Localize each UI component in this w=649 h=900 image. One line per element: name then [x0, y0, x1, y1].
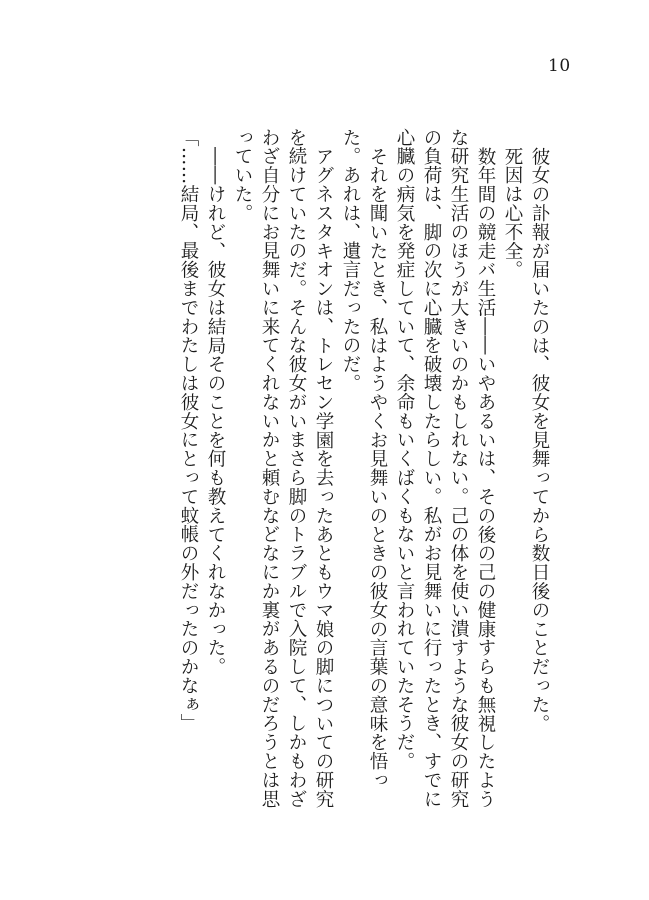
dialogue-paragraph: 「……結局、最後までわたしは彼女にとって蚊帳の外だったのかなぁ」 [178, 128, 199, 733]
paragraph: 数年間の競走バ生活――いやあるいは、その後の己の健康すらも無視したような研究生活のほうが大きいのかもしれない。己の体を使い潰すような彼女の研究の負荷は、脚の次に心臓を破壊したらしい。私がお見舞いに行ったとき、すでに心臓の病気を発症していて、余命もいくばくもないと言われていたそうだ。 [394, 128, 496, 809]
paragraph: アグネスタキオンは、トレセン学園を去ったあともウマ娘の脚についての研究を続けていたのだ。そんな彼女がいまさら脚のトラブルで入院して、しかもわざわざ自分にお見舞いに来てくれないかと頼むなどなにか裏があるのだろうとは思っていた。 [232, 128, 334, 809]
page-number: 10 [548, 56, 571, 76]
body-text [178, 128, 553, 818]
paragraph: 死因は心不全。 [502, 146, 523, 279]
paragraph: それを聞いたとき、私はようやくお見舞いのときの彼女の言葉の意味を悟った。あれは、遺言だったのだ。 [340, 128, 388, 790]
paragraph: 彼女の訃報が届いたのは、彼女を見舞ってから数日後のことだった。 [529, 146, 550, 733]
paragraph: ――けれど、彼女は結局そのことを何も教えてくれなかった。 [205, 146, 226, 676]
